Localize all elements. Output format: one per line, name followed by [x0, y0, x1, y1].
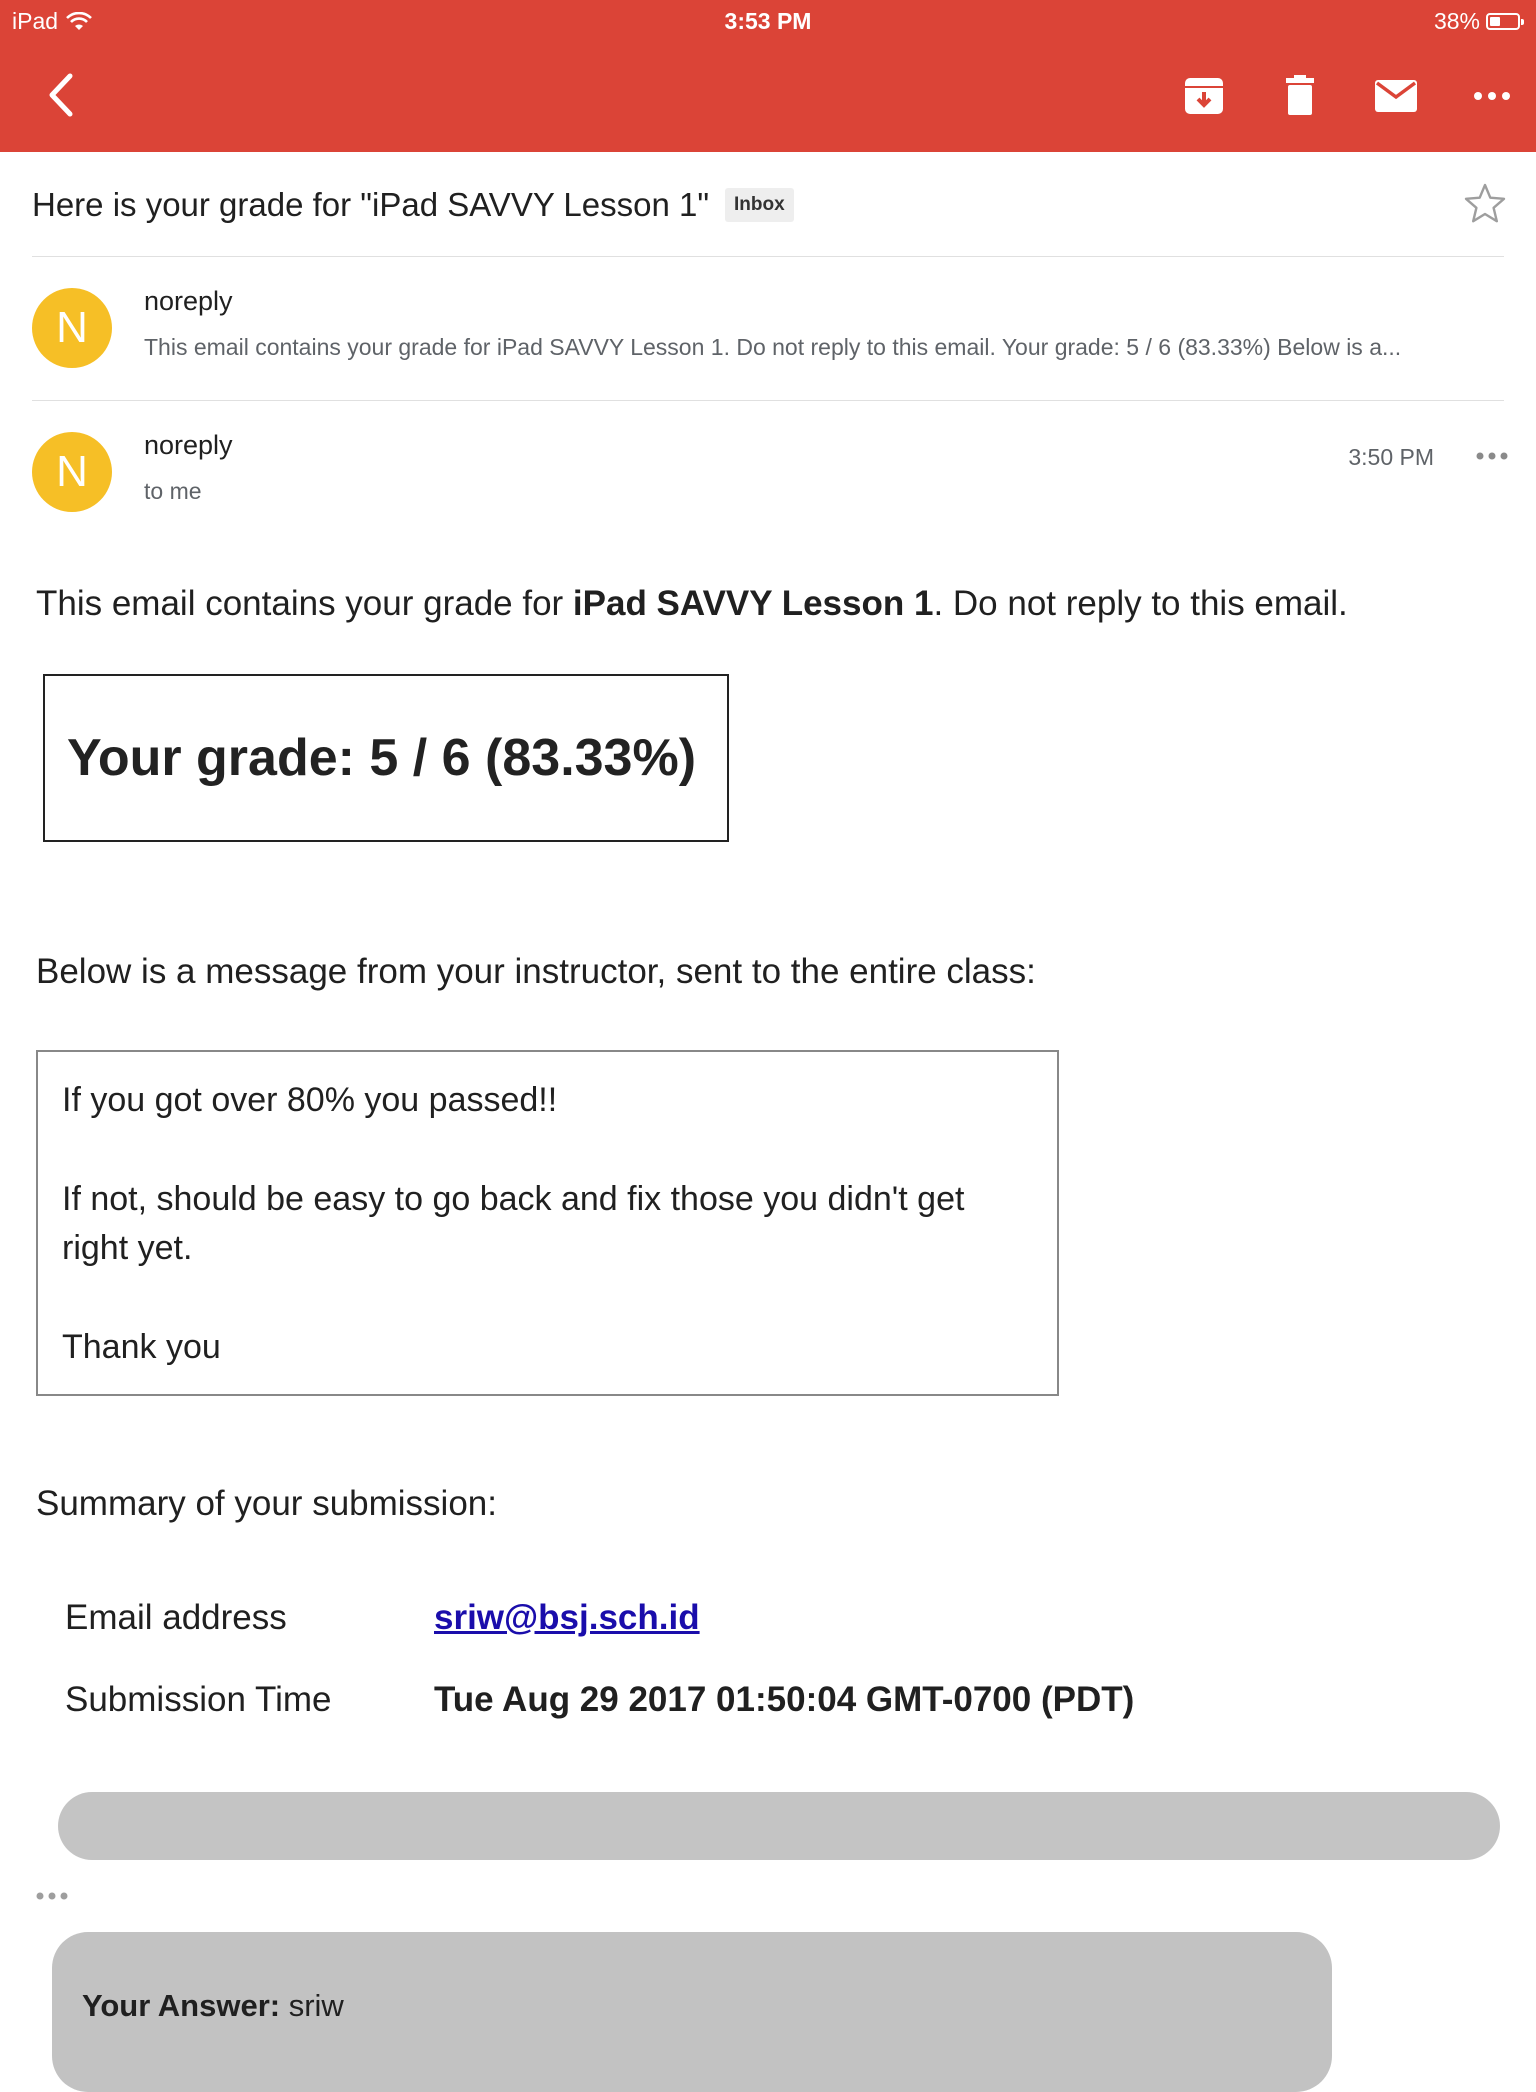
- status-bar: [0, 0, 1536, 42]
- divider: [32, 256, 1504, 257]
- subject-row: [0, 152, 1536, 256]
- back-arrow-icon[interactable]: [38, 70, 88, 120]
- instructor-message-box: [36, 1050, 1059, 1396]
- message-snippet: This email contains your grade for iPad SAVVY Lesson 1. Do not reply to this email. Your grade: 5 / 6 (83.33%) Below is a...: [144, 334, 1402, 360]
- answer-line: [82, 1988, 344, 2024]
- message-line: If you got over 80% you passed!!: [62, 1081, 558, 1119]
- grade-box: [43, 674, 729, 842]
- summary-title: Summary of your submission:: [36, 1484, 497, 1523]
- trash-icon[interactable]: [1276, 72, 1324, 120]
- grade-text: Your grade: 5 / 6 (83.33%): [67, 729, 697, 787]
- message-more-icon[interactable]: [1474, 446, 1510, 466]
- avatar: N: [32, 432, 112, 512]
- sender-name: noreply: [144, 430, 233, 460]
- email-subject: Here is your grade for "iPad SAVVY Lesson 1": [32, 186, 710, 223]
- star-icon[interactable]: [1464, 182, 1506, 224]
- intro-suffix: . Do not reply to this email.: [933, 584, 1348, 623]
- answer-value: sriw: [288, 1988, 344, 2023]
- message-line: Thank you: [62, 1328, 221, 1366]
- status-time: 3:53 PM: [724, 8, 812, 34]
- battery-icon: [1486, 13, 1520, 30]
- message-time: 3:50 PM: [1348, 444, 1434, 470]
- sender-name: noreply: [144, 286, 233, 316]
- app-bar: [0, 0, 1536, 152]
- battery-percent: 38%: [1433, 8, 1480, 34]
- show-trimmed-content-icon[interactable]: [34, 1888, 70, 1904]
- lesson-name: iPad SAVVY Lesson 1: [572, 584, 934, 623]
- email-address-label: Email address: [65, 1598, 287, 1637]
- email-address-link[interactable]: sriw@bsj.sch.id: [434, 1598, 700, 1637]
- message-line: If not, should be easy to go back and fix those you didn't get right yet.: [62, 1180, 965, 1267]
- submission-time-value: Tue Aug 29 2017 01:50:04 GMT-0700 (PDT): [434, 1680, 1135, 1719]
- more-options-icon[interactable]: [1468, 72, 1516, 120]
- intro-text: [36, 584, 1348, 624]
- answer-card: [52, 1932, 1332, 2092]
- intro-prefix: This email contains your grade for: [36, 584, 573, 623]
- status-right: [1434, 8, 1520, 35]
- device-name: iPad: [12, 8, 59, 34]
- mark-unread-icon[interactable]: [1372, 72, 1420, 120]
- inbox-label[interactable]: Inbox: [725, 188, 794, 222]
- answer-label: Your Answer:: [82, 1988, 281, 2023]
- toolbar: [0, 60, 1536, 130]
- avatar: N: [32, 288, 112, 368]
- question-header-bar: [58, 1792, 1500, 1860]
- instructor-intro: Below is a message from your instructor, sent to the entire class:: [36, 952, 1036, 991]
- divider: [32, 400, 1504, 401]
- recipient-line[interactable]: to me: [144, 478, 202, 504]
- archive-icon[interactable]: [1180, 72, 1228, 120]
- submission-time-label: Submission Time: [65, 1680, 332, 1719]
